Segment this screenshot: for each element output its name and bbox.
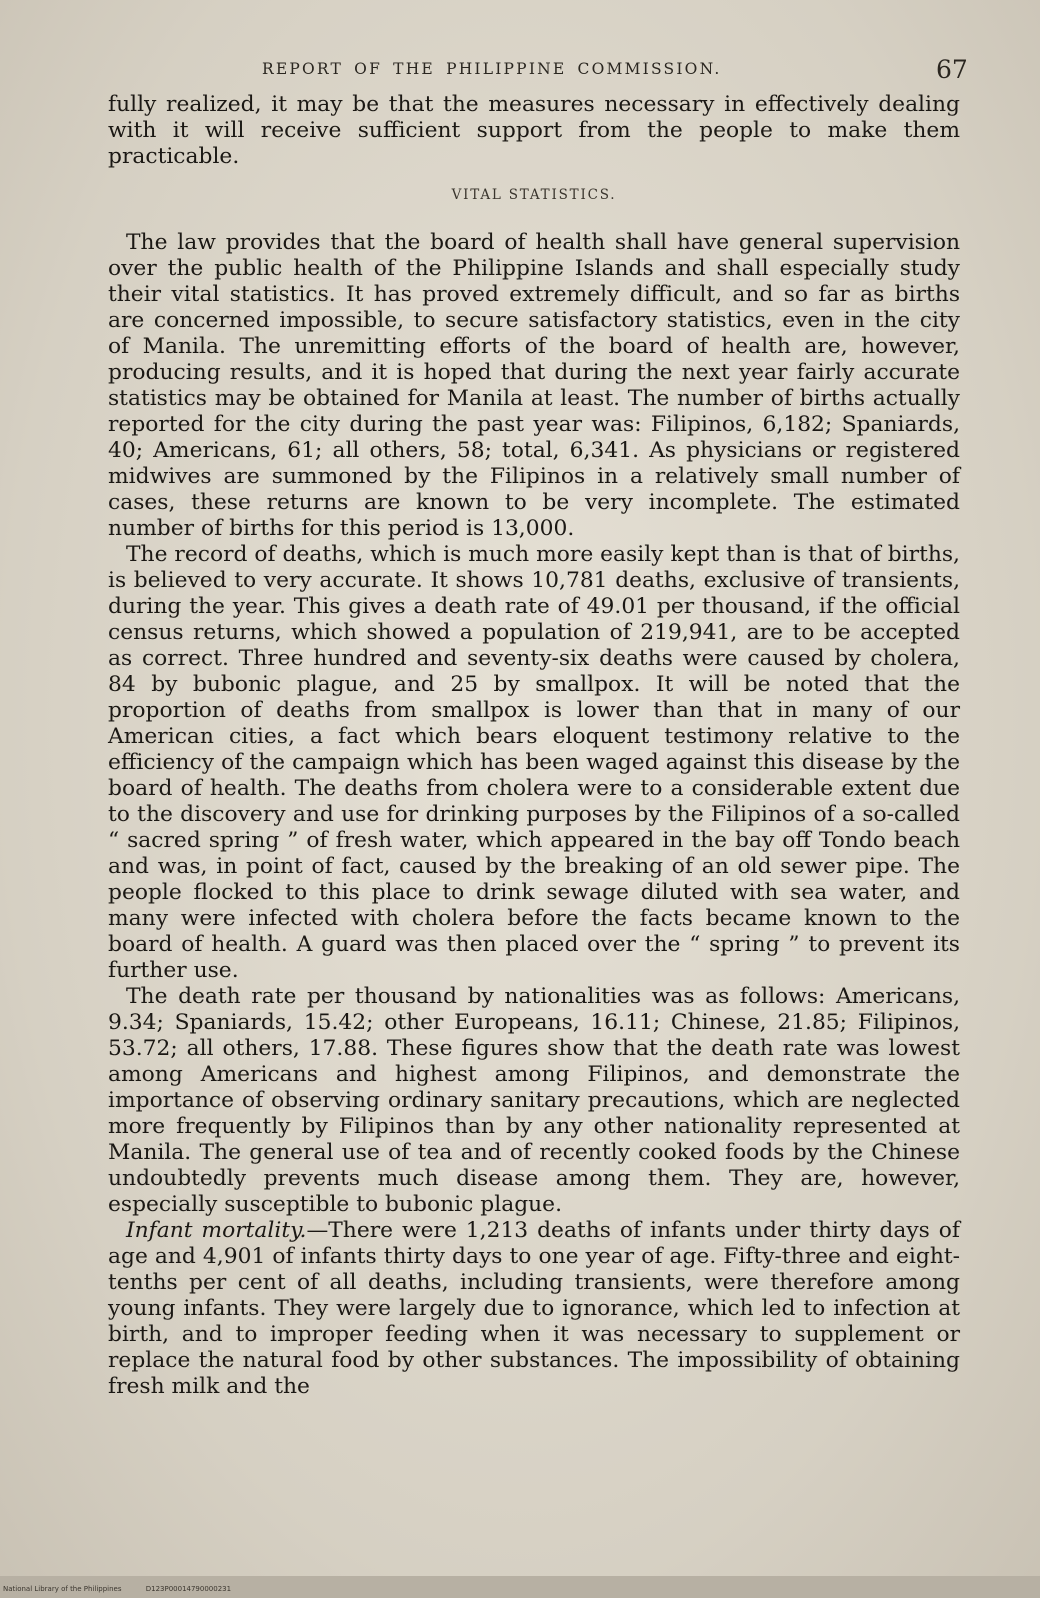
text-block bbox=[108, 92, 960, 1400]
footer-code: D123P00014790000231 bbox=[145, 1585, 232, 1593]
section-heading: VITAL STATISTICS. bbox=[451, 187, 617, 203]
paragraph-deaths: The record of deaths, which is much more easily kept than is that of births, is believed to very accurate. It shows 10,781 deaths, exclusive of transients, during the year. This gives a death rate of 49.01 per thousand, if the official census returns, which showed a population of 219,941, are to be accepted as correct. Three hundred and seventy-six deaths were caused by cholera, 84 by bubonic plague, and 25 by smallpox. It will be noted that the proportion of deaths from smallpox is lower than that in many of our American cities, a fact which bears eloquent testimony relative to the efficiency of the campaign which has been waged against this disease by the board of health. The deaths from cholera were to a considerable extent due to the discovery and use for drinking purposes by the Filipinos of a so-called “ sacred spring ” of fresh water, which appeared in the bay off Tondo beach and was, in point of fact, caused by the breaking of an old sewer pipe. The people flocked to this place to drink sewage diluted with sea water, and many were infected with cholera before the facts became known to the board of health. A guard was then placed over the “ spring ” to prevent its further use. bbox=[108, 542, 960, 983]
paragraph-death-rate: The death rate per thousand by nationalities was as follows: Americans, 9.34; Spaniards, 15.42; other Europeans, 16.11; Chinese, 21.85; Filipinos, 53.72; all others, 17.88. These figures show that the death rate was lowest among Americans and highest among Filipinos, and demonstrate the importance of observing ordinary sanitary precautions, which are neglected more frequently by Filipinos than by any other nationality represented at Manila. The general use of tea and of recently cooked foods by the Chinese undoubtedly prevents much disease among them. They are, however, especially susceptible to bubonic plague. bbox=[108, 984, 960, 1217]
paragraph-births: The law provides that the board of health shall have general supervision over the public health of the Philippine Islands and shall especially study their vital statistics. It has proved extremely difficult, and so far as births are concerned impossible, to secure satisfactory statistics, even in the city of Manila. The unremitting efforts of the board of health are, however, producing results, and it is hoped that during the next year fairly accurate statistics may be obtained for Manila at least. The number of births actually reported for the city during the past year was: Filipinos, 6,182; Spaniards, 40; Americans, 61; all others, 58; total, 6,341. As physicians or registered midwives are summoned by the Filipinos in a relatively small number of cases, these returns are known to be very incomplete. The estimated number of births for this period is 13,000. bbox=[108, 230, 960, 541]
scan-footer bbox=[3, 1585, 253, 1593]
paragraph-infant-mortality bbox=[108, 1218, 960, 1400]
infant-mortality-text: —There were 1,213 deaths of infants under thirty days of age and 4,901 of infants thirty days to one year of age. Fifty-three and eight-tenths per cent of all deaths, including transients, were therefore among young infants. They were largely due to ignorance, which led to infection at birth, and to improper feeding when it was necessary to supplement or replace the natural food by other substances. The impossibility of obtaining fresh milk and the bbox=[108, 1218, 960, 1399]
page-number: 67 bbox=[936, 55, 968, 84]
infant-mortality-lead: Infant mortality. bbox=[126, 1218, 307, 1243]
running-head: REPORT OF THE PHILIPPINE COMMISSION. bbox=[262, 60, 722, 78]
paragraph-continuation: fully realized, it may be that the measures necessary in effectively dealing with it will receive sufficient support from the people to make them practicable. bbox=[108, 92, 960, 169]
footer-library: National Library of the Philippines bbox=[3, 1585, 122, 1593]
